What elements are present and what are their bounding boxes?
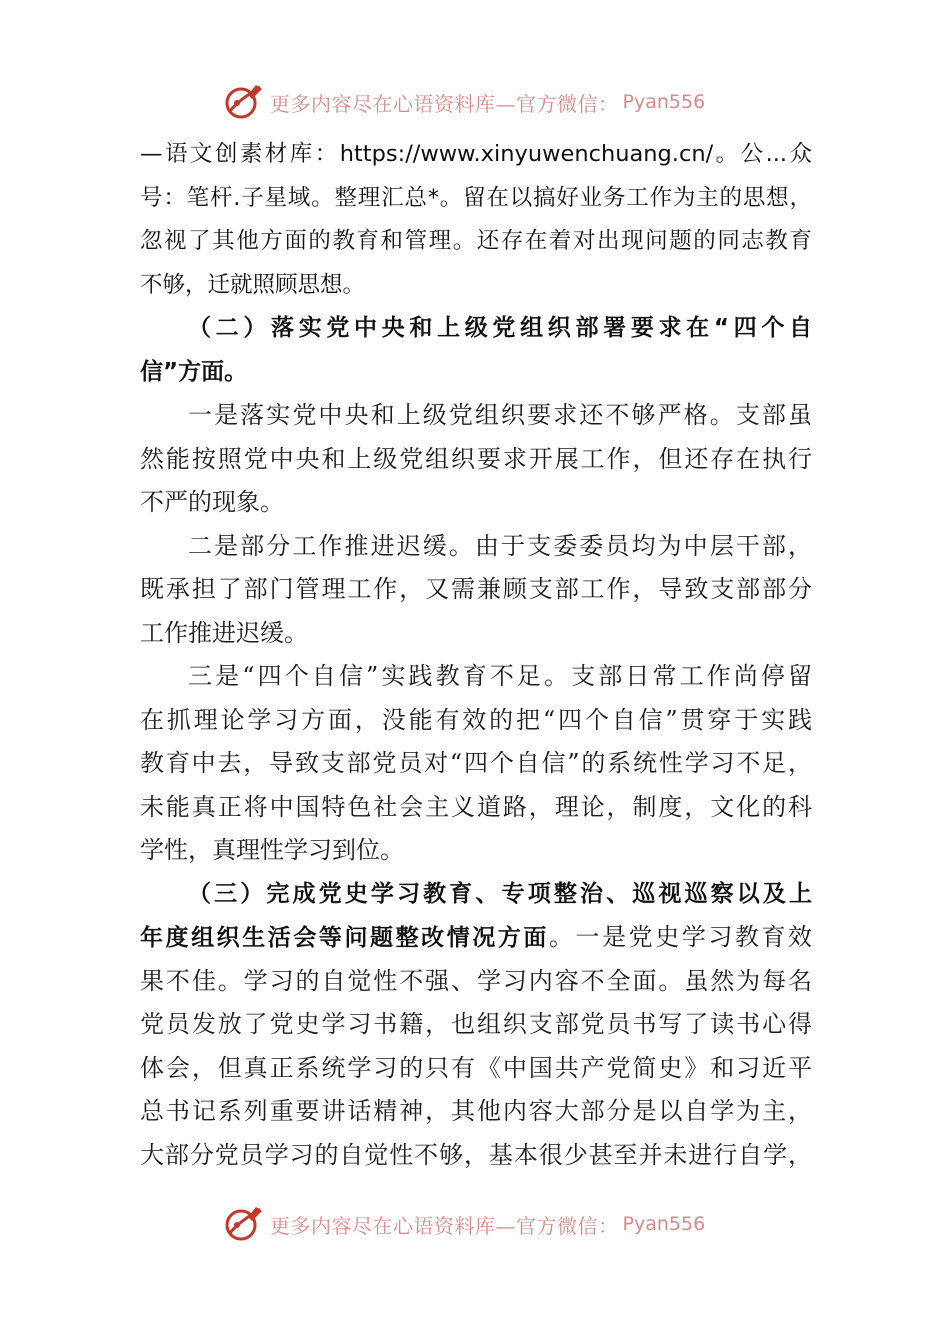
text-line: —语文创素材库：https://www.xinyuwenchuang.cn/。公...众 [140,141,812,167]
text-line: 教育中去，导致支部党员对“四个自信”的系统性学习不足， [140,749,812,777]
text-line: 不够，迁就照顾思想。 [140,271,366,298]
section-heading: 年度组织生活会等问题整改情况方面 [140,925,549,951]
text-line: 学性，真理性学习到位。 [140,836,404,864]
watermark-wechat-id: Pyan556 [622,91,706,113]
section-heading: （二）落实党中央和上级党组织部署要求在“四个自 [188,315,812,341]
text-line: 忽视了其他方面的教育和管理。还存在着对出现问题的同志教育 [140,228,812,254]
pen-logo-icon [222,81,264,123]
text-line: 三是“四个自信”实践教育不足。支部日常工作尚停留 [188,662,812,690]
text-line: 体会，但真正系统学习的只有《中国共产党简史》和习近平 [140,1053,812,1082]
watermark-footer [222,1202,705,1246]
text-segment: 。一是党史学习教育效 [548,923,812,951]
text-line: 工作推进迟缓。 [140,618,308,647]
text-line: 党员发放了党史学习书籍，也组织支部党员书写了读书心得 [140,1010,812,1038]
watermark-wechat-id: Pyan556 [622,1213,706,1235]
watermark-text: 更多内容尽在心语资料库—官方微信： [270,91,619,116]
pen-logo-icon [222,1203,264,1245]
document-body [140,133,812,1177]
text-line: 总书记系列重要讲话精神，其他内容大部分是以自学为主， [140,1097,812,1125]
text-line: 大部分党员学习的自觉性不够，基本很少甚至并未进行自学， [140,1140,812,1169]
text-line: 未能真正将中国特色社会主义道路，理论，制度，文化的科 [140,792,812,821]
watermark-text: 更多内容尽在心语资料库—官方微信： [270,1213,619,1238]
section-heading: （三）完成党史学习教育、专项整治、巡视巡察以及上 [188,880,812,907]
text-line: 二是部分工作推进迟缓。由于支委委员均为中层干部， [188,531,812,560]
text-line: 号：笔杆.子星域。整理汇总*。留在以搞好业务工作为主的思想， [140,184,812,211]
text-line: 既承担了部门管理工作，又需兼顾支部工作，导致支部部分 [140,575,812,603]
watermark-header [222,80,705,124]
text-line: 一是落实党中央和上级党组织要求还不够严格。支部虽 [188,401,812,429]
text-line: 在抓理论学习方面，没能有效的把“四个自信”贯穿于实践 [140,705,812,734]
text-line: 然能按照党中央和上级党组织要求开展工作，但还存在执行 [140,444,812,473]
text-line [140,916,812,960]
section-heading: 信”方面。 [140,358,248,385]
text-line: 不严的现象。 [140,488,284,516]
text-line: 果不佳。学习的自觉性不强、学习内容不全面。虽然为每名 [140,966,812,995]
